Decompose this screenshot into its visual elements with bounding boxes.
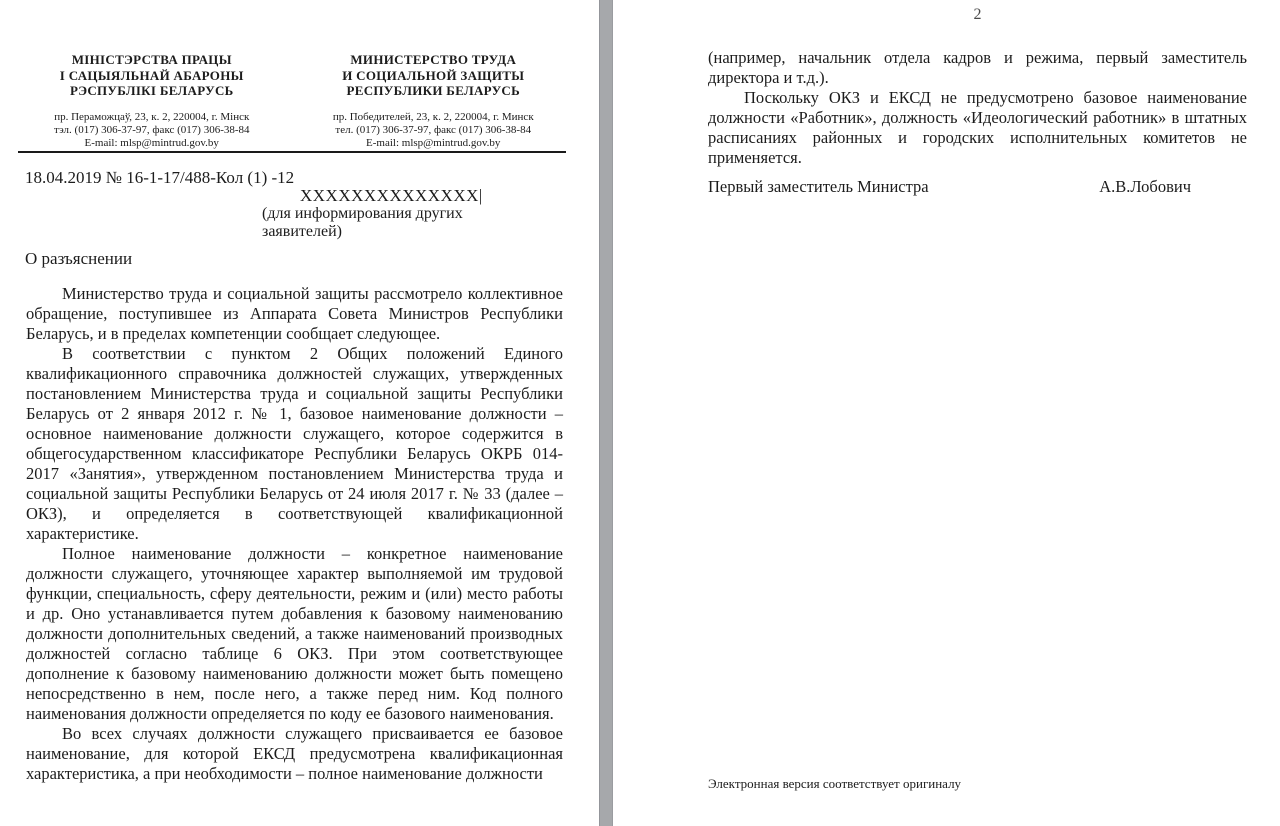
recipient-note-line: (для информирования других xyxy=(262,205,463,222)
page-number: 2 xyxy=(973,6,982,23)
signature-name: А.В.Лобович xyxy=(1099,177,1191,196)
letterhead-belarusian xyxy=(20,52,284,150)
signature-position-title: Первый заместитель Министра xyxy=(708,177,929,196)
paragraph-continued: (например, начальник отдела кадров и режима, первый заместитель директора и т.д.). xyxy=(708,48,1247,87)
letterhead-address-line: тел. (017) 306-37-97, факс (017) 306-38-84 xyxy=(335,123,532,136)
page-1 xyxy=(0,0,599,826)
letterhead-title-line: МИНИСТЕРСТВО ТРУДА xyxy=(350,52,517,67)
letterhead xyxy=(20,52,565,150)
paragraph: Министерство труда и социальной защиты рассмотрело коллективное обращение, поступившее из Аппарата Совета Министров Республики Беларусь, и в пределах компетенции сообщает следующее. xyxy=(26,284,563,343)
letterhead-address-line: пр. Пераможцаў, 23, к. 2, 220004, г. Мінск xyxy=(54,110,250,123)
letterhead-email-line: E-mail: mlsp@mintrud.gov.by xyxy=(366,136,501,149)
paragraph: В соответствии с пунктом 2 Общих положений Единого квалификационного справочника должностей служащих, утвержденных постановлением Министерства труда и социальной защиты Республики Беларусь от 2 января 2012 г. № 1, базовое наименование должности – основное наименование должности служащего, которое содержится в общегосударственном классификаторе Республики Беларусь ОКРБ 014-2017 «Занятия», утвержденном постановлением Министерства труда и социальной защиты Республики Беларусь от 24 июля 2017 г. № 33 (далее – ОКЗ), и определяется в соответствующей квалификационной характеристике. xyxy=(26,344,563,543)
recipient-note-line: заявителей) xyxy=(262,222,342,240)
subject-line: О разъяснении xyxy=(25,249,133,268)
letterhead-address-line: тэл. (017) 306-37-97, факс (017) 306-38-84 xyxy=(53,123,250,136)
recipient-block xyxy=(262,187,542,240)
letterhead-email-line: E-mail: mlsp@mintrud.gov.by xyxy=(84,136,219,149)
letterhead-title-line: І САЦЫЯЛЬНАЙ АБАРОНЫ xyxy=(59,67,244,83)
signature-row xyxy=(708,177,1247,197)
page-2 xyxy=(613,0,1280,826)
ministry-address-ru xyxy=(302,111,566,150)
letterhead-title-line: И СОЦИАЛЬНОЙ ЗАЩИТЫ xyxy=(342,67,525,83)
letterhead-russian xyxy=(302,52,566,150)
letterhead-title-line: РЭСПУБЛІКІ БЕЛАРУСЬ xyxy=(69,83,234,98)
authenticity-note: Электронная версия соответствует оригиналу xyxy=(708,776,962,791)
paragraph: Поскольку ОКЗ и ЕКСД не предусмотрено базовое наименование должности «Работник», должность «Идеологический работник» в штатных расписаниях районных и городских исполнительных комитетов не применяется. xyxy=(708,88,1247,167)
ministry-title-ru xyxy=(302,52,566,99)
recipient-masked-field[interactable]: XXXXXXXXXXXXXX| xyxy=(300,186,483,205)
reference-number-line: 18.04.2019 № 16-1-17/488-Кол (1) -12 xyxy=(25,168,295,187)
ministry-address-by xyxy=(20,111,284,150)
paragraph: Полное наименование должности – конкретное наименование должности служащего, уточняющее характер выполняемой им трудовой функции, специальность, сферу деятельности, режим и (или) место работы и др. Оно устанавливается путем добавления к базовому наименованию должности дополнительных сведений, а также наименований производных должностей согласно таблице 6 ОКЗ. При этом соответствующее дополнение к базовому наименованию должности может быть помещено непосредственно в нем, после него, а также перед ним. Код полного наименования должности определяется по коду ее базового наименования. xyxy=(26,544,563,723)
letterhead-title-line: РЕСПУБЛИКИ БЕЛАРУСЬ xyxy=(346,83,521,98)
paragraph: Во всех случаях должности служащего присваивается ее базовое наименование, для которой ЕКСД предусмотрена квалификационная характеристика, а при необходимости – полное наименование должности xyxy=(26,724,563,783)
letterhead-divider-line xyxy=(18,151,566,153)
letterhead-title-line: МІНІСТЭРСТВА ПРАЦЫ xyxy=(71,52,232,67)
ministry-title-by xyxy=(20,52,284,99)
page-gap-divider xyxy=(599,0,613,826)
recipient-note xyxy=(262,205,542,240)
letter-body-page1 xyxy=(26,284,563,784)
letterhead-address-line: пр. Победителей, 23, к. 2, 220004, г. Минск xyxy=(332,110,534,123)
letter-body-page2 xyxy=(708,48,1247,168)
